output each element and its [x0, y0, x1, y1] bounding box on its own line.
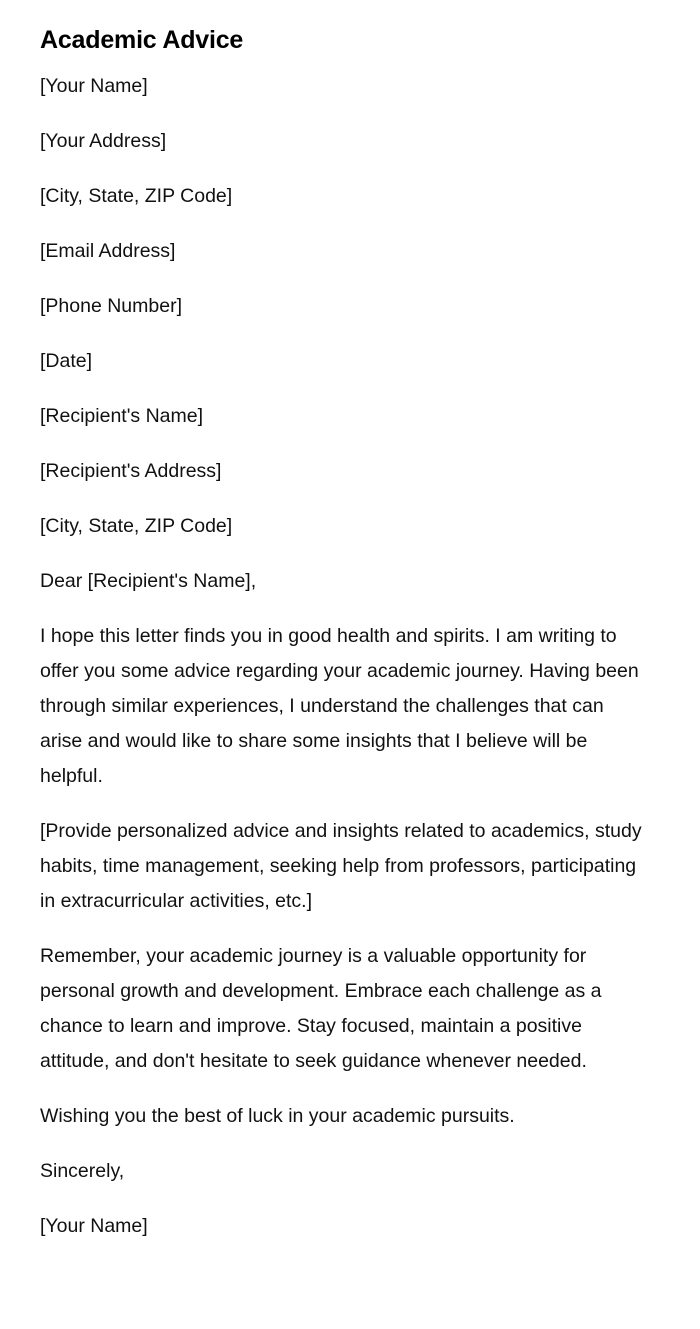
recipient-address: [Recipient's Address]	[40, 460, 222, 482]
sender-city-state-zip: [City, State, ZIP Code]	[40, 185, 233, 207]
letter-date: [Date]	[40, 350, 93, 372]
sender-name: [Your Name]	[40, 75, 148, 97]
body-paragraph-advice: [Provide personalized advice and insights related to academics, study habits, time management, seeking help from professors, participating in extracurricular activities, etc.]	[40, 820, 642, 912]
closing: Sincerely,	[40, 1160, 125, 1182]
body-paragraph-wishes: Wishing you the best of luck in your academic pursuits.	[40, 1105, 515, 1127]
document-title: Academic Advice	[40, 26, 244, 54]
recipient-name: [Recipient's Name]	[40, 405, 204, 427]
signature-name: [Your Name]	[40, 1215, 148, 1237]
sender-email: [Email Address]	[40, 240, 176, 262]
sender-address: [Your Address]	[40, 130, 167, 152]
recipient-city-state-zip: [City, State, ZIP Code]	[40, 515, 233, 537]
body-paragraph-encouragement: Remember, your academic journey is a valuable opportunity for personal growth and development. Embrace each challenge as a chance to learn and improve. Stay focused, maintain a positive attitude, and don't hesitate to seek guidance whenever needed.	[40, 945, 602, 1072]
body-paragraph-intro: I hope this letter finds you in good health and spirits. I am writing to offer you some advice regarding your academic journey. Having been through similar experiences, I understand the challenges that can arise and would like to share some insights that I believe will be helpful.	[40, 625, 639, 787]
salutation: Dear [Recipient's Name],	[40, 570, 257, 592]
sender-phone: [Phone Number]	[40, 295, 182, 317]
